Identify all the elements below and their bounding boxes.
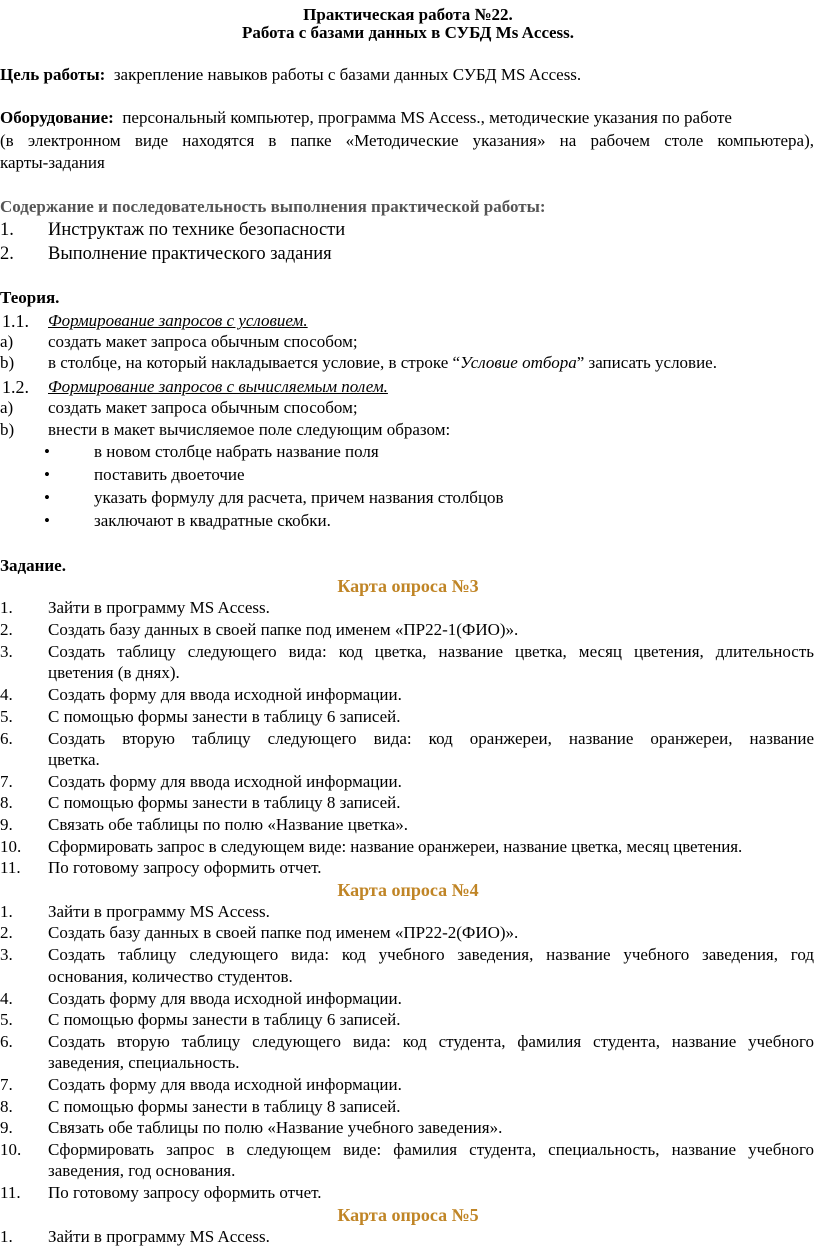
task-heading: Задание. — [0, 556, 66, 575]
card-4-title: Карта опроса №4 — [337, 880, 479, 900]
list-text: Создать форму для ввода исходной информации. — [48, 772, 402, 791]
list-text: Зайти в программу MS Access. — [48, 902, 270, 921]
list-text: Создать базу данных в своей папке под именем «ПР22-1(ФИО)». — [48, 620, 519, 639]
contents-item-number: 1. — [0, 220, 14, 240]
bullet-text: поставить двоеточие — [94, 465, 245, 484]
list-number: 4. — [0, 989, 13, 1008]
list-text: Сформировать запрос в следующем виде: название оранжереи, название цветка, месяц цветения. — [48, 837, 743, 856]
list-text: Создать базу данных в своей папке под именем «ПР22-2(ФИО)». — [48, 923, 519, 942]
list-text: С помощью формы занести в таблицу 8 записей. — [48, 1097, 401, 1116]
contents-heading: Содержание и последовательность выполнения практической работы: — [0, 197, 546, 216]
bullet-text: указать формулу для расчета, причем названия столбцов — [94, 488, 504, 507]
list-number: 10. — [0, 1140, 22, 1159]
list-text: Создать таблицу следующего вида: код учебного заведения, название учебного заведения, год — [48, 945, 814, 964]
list-number: 5. — [0, 707, 13, 726]
section-number: 1.1. — [2, 311, 29, 331]
contents-item-number: 2. — [0, 244, 14, 264]
list-number: 1. — [0, 1227, 13, 1246]
list-number: 11. — [0, 858, 21, 877]
list-number: 1. — [0, 902, 13, 921]
list-text: Создать форму для ввода исходной информации. — [48, 1075, 402, 1094]
list-number: 2. — [0, 620, 13, 639]
list-number: 1. — [0, 598, 13, 617]
goal-label: Цель работы: — [0, 65, 106, 84]
list-number: 9. — [0, 1118, 13, 1137]
list-text: По готовому запросу оформить отчет. — [48, 1183, 322, 1202]
list-number: 7. — [0, 772, 13, 791]
equipment-line1 — [0, 107, 814, 129]
list-number: 5. — [0, 1010, 13, 1029]
list-text: Создать таблицу следующего вида: код цветка, название цветка, месяц цветения, длительность — [48, 642, 814, 661]
list-text: цветка. — [48, 750, 100, 769]
step-text-post: ” записать условие. — [576, 353, 717, 372]
bullet-icon: • — [44, 488, 50, 507]
step-marker: b) — [0, 420, 15, 439]
list-text: заведения, год основания. — [48, 1161, 236, 1180]
bullet-text: в новом столбце набрать название поля — [94, 442, 379, 461]
list-text: С помощью формы занести в таблицу 6 записей. — [48, 1010, 401, 1029]
list-number: 2. — [0, 923, 13, 942]
section-title: Формирование запросов с условием. — [48, 311, 308, 330]
bullet-text: заключают в квадратные скобки. — [94, 511, 331, 530]
list-text: заведения, специальность. — [48, 1053, 240, 1072]
list-text: цветения (в днях). — [48, 663, 180, 682]
list-number: 10. — [0, 837, 22, 856]
list-text: Зайти в программу MS Access. — [48, 598, 270, 617]
step-text-pre: в столбце, на который накладывается условие, в строке “ — [48, 353, 461, 372]
list-text: Связать обе таблицы по полю «Название цветка». — [48, 815, 409, 834]
step-text — [48, 352, 814, 374]
list-text: С помощью формы занести в таблицу 8 записей. — [48, 793, 401, 812]
list-text: По готовому запросу оформить отчет. — [48, 858, 322, 877]
section-title: Формирование запросов с вычисляемым полем. — [48, 377, 388, 396]
list-number: 11. — [0, 1183, 21, 1202]
list-number: 8. — [0, 1097, 13, 1116]
theory-heading: Теория. — [0, 288, 60, 307]
contents-item-text: Выполнение практического задания — [48, 244, 332, 264]
list-number: 8. — [0, 793, 13, 812]
list-number: 3. — [0, 945, 13, 964]
doc-title: Практическая работа №22. — [303, 5, 513, 24]
equipment-line3: карты-задания — [0, 153, 105, 172]
list-text: Связать обе таблицы по полю «Название учебного заведения». — [48, 1118, 503, 1137]
card-3-title: Карта опроса №3 — [337, 576, 479, 596]
list-text: Создать вторую таблицу следующего вида: код студента, фамилия студента, название учебного — [48, 1032, 814, 1051]
bullet-icon: • — [44, 465, 50, 484]
step-text-emphasis: Условие отбора — [460, 353, 577, 372]
contents-item-text: Инструктаж по технике безопасности — [48, 220, 346, 240]
list-number: 3. — [0, 642, 13, 661]
list-text: Создать форму для ввода исходной информации. — [48, 989, 402, 1008]
step-marker: a) — [0, 332, 14, 351]
list-text: С помощью формы занести в таблицу 6 записей. — [48, 707, 401, 726]
step-text: внести в макет вычисляемое поле следующим образом: — [48, 420, 451, 439]
bullet-icon: • — [44, 442, 50, 461]
step-text: создать макет запроса обычным способом; — [48, 398, 358, 417]
equipment-line2: (в электронном виде находятся в папке «Методические указания» на рабочем столе компьютера), — [0, 131, 814, 150]
section-number: 1.2. — [2, 377, 29, 397]
goal-text: закрепление навыков работы с базами данных СУБД MS Access. — [113, 65, 582, 84]
list-number: 9. — [0, 815, 13, 834]
list-text: основания, количество студентов. — [48, 967, 293, 986]
list-number: 7. — [0, 1075, 13, 1094]
doc-subtitle: Работа с базами данных в СУБД Ms Access. — [241, 23, 575, 42]
list-number: 6. — [0, 1032, 13, 1051]
equipment-label: Оборудование: — [0, 108, 114, 127]
bullet-icon: • — [44, 511, 50, 530]
list-number: 4. — [0, 685, 13, 704]
goal-paragraph — [0, 64, 814, 86]
list-text: Создать вторую таблицу следующего вида: код оранжереи, название оранжереи, название — [48, 729, 814, 748]
step-text: создать макет запроса обычным способом; — [48, 332, 358, 351]
step-marker: b) — [0, 353, 15, 372]
step-marker: a) — [0, 398, 14, 417]
list-text: Сформировать запрос в следующем виде: фамилия студента, специальность, название учебного — [48, 1140, 814, 1159]
equipment-text: персональный компьютер, программа MS Access., методические указания по работе — [122, 108, 732, 127]
card-5-title: Карта опроса №5 — [337, 1205, 479, 1225]
list-text: Зайти в программу MS Access. — [48, 1227, 270, 1246]
list-text: Создать форму для ввода исходной информации. — [48, 685, 402, 704]
list-number: 6. — [0, 729, 13, 748]
